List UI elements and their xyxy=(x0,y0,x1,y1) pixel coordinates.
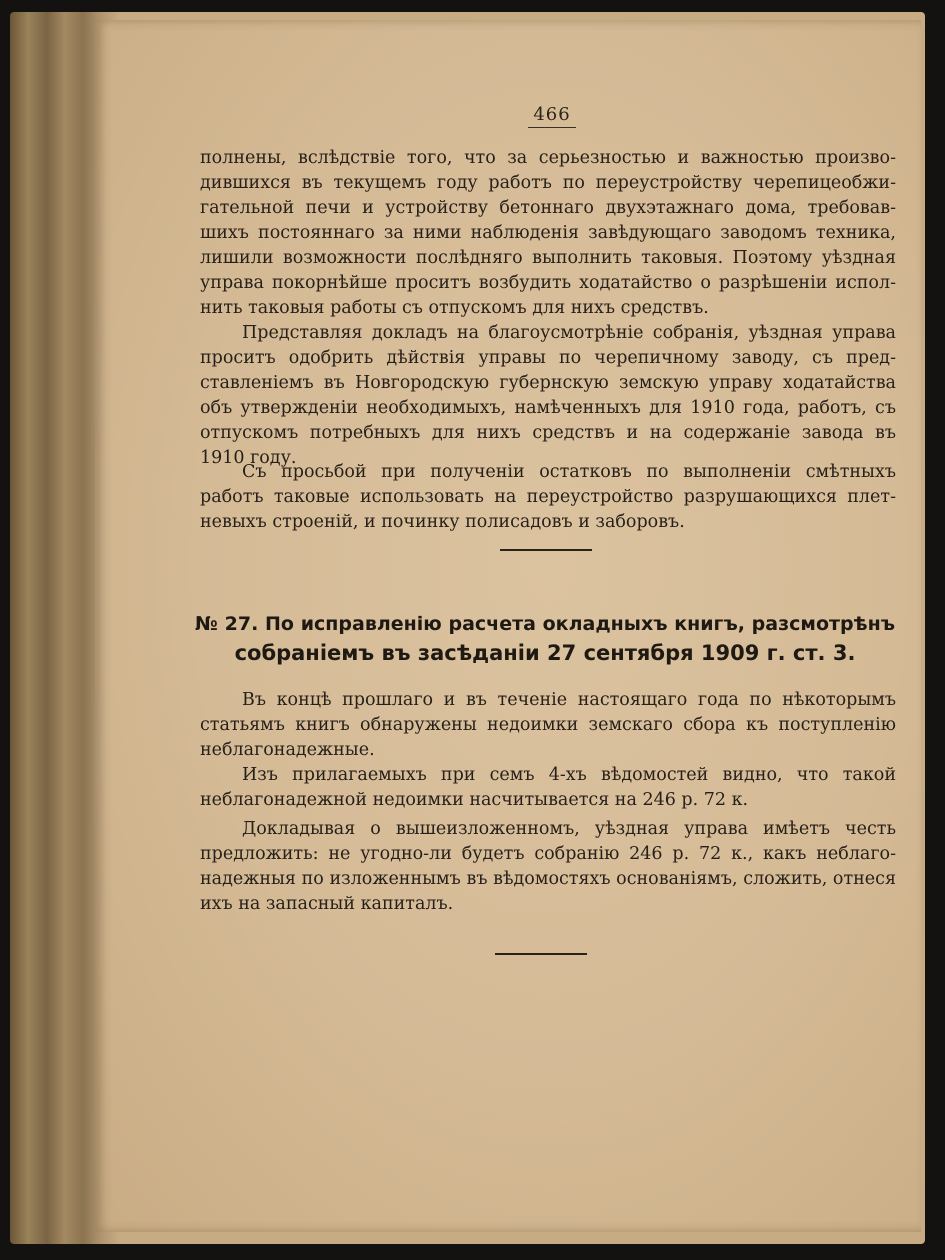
section-heading xyxy=(195,610,895,668)
paragraph-remainder xyxy=(200,460,896,535)
section-divider xyxy=(500,549,592,551)
text-line: проситъ одобрить дѣйствія управы по черепичному заводу, съ пред- xyxy=(200,348,896,368)
text-line: ставленіемъ въ Новгородскую губернскую земскую управу ходатайства xyxy=(200,373,896,393)
paragraph-request xyxy=(200,321,896,471)
text-line: Въ концѣ прошлаго и въ теченіе настоящаго года по нѣкоторымъ xyxy=(242,690,896,710)
text-line: предложить: не угодно-ли будетъ собранію 246 р. 72 к., какъ неблаго- xyxy=(200,844,896,864)
text-line: гательной печи и устройству бетоннаго двухэтажнаго дома, требовав- xyxy=(200,198,896,218)
text-line: работъ таковые использовать на переустройство разрушающихся плет- xyxy=(200,487,896,507)
text-line: неблагонадежные. xyxy=(200,740,375,760)
heading-line: собраніемъ въ засѣданіи 27 сентября 1909 г. ст. 3. xyxy=(234,641,856,665)
text-line: объ утвержденіи необходимыхъ, намѣченныхъ для 1910 года, работъ, съ xyxy=(200,398,896,418)
page-number-underline xyxy=(528,127,576,128)
text-line: ихъ на запасный капиталъ. xyxy=(200,894,454,914)
text-line: статьямъ книгъ обнаружены недоимки земскаго сбора къ поступленію xyxy=(200,715,896,735)
text-line: надежныя по изложеннымъ въ вѣдомостяхъ основаніямъ, сложить, отнеся xyxy=(200,869,896,889)
text-line: невыхъ строеній, и починку полисадовъ и заборовъ. xyxy=(200,512,685,532)
text-line: неблагонадежной недоимки насчитывается на 246 р. 72 к. xyxy=(200,790,749,810)
paragraph-arrears xyxy=(200,688,896,763)
text-line: дившихся въ текущемъ году работъ по переустройству черепицеобжи- xyxy=(200,173,896,193)
text-line: Представляя докладъ на благоусмотрѣніе собранія, уѣздная управа xyxy=(242,323,896,343)
text-line: нить таковыя работы съ отпускомъ для нихъ средствъ. xyxy=(200,298,709,318)
text-line: полнены, вслѣдствіе того, что за серьезностью и важностью произво- xyxy=(200,148,896,168)
text-line: шихъ постояннаго за ними наблюденія завѣдующаго заводомъ техника, xyxy=(200,223,896,243)
paragraph-statements xyxy=(200,763,896,813)
text-line: Съ просьбой при полученіи остатковъ по выполненіи смѣтныхъ xyxy=(242,462,896,482)
page-number: 466 xyxy=(533,104,571,125)
heading-line: № 27. По исправленію расчета окладныхъ книгъ, разсмотрѣнъ xyxy=(195,613,895,635)
paragraph-proposal xyxy=(200,817,896,917)
text-line: лишили возможности послѣдняго выполнить таковыя. Поэтому уѣздная xyxy=(200,248,896,268)
text-line: Изъ прилагаемыхъ при семъ 4-хъ вѣдомостей видно, что такой xyxy=(242,765,896,785)
section-divider xyxy=(495,953,587,955)
text-line: отпускомъ потребныхъ для нихъ средствъ и на содержаніе завода въ xyxy=(200,423,896,443)
paragraph-continuation xyxy=(200,146,896,321)
text-line: 1910 году. xyxy=(200,448,297,468)
text-line: управа покорнѣйше проситъ возбудить ходатайство о разрѣшеніи испол- xyxy=(200,273,896,293)
text-line: Докладывая о вышеизложенномъ, уѣздная управа имѣетъ честь xyxy=(242,819,896,839)
